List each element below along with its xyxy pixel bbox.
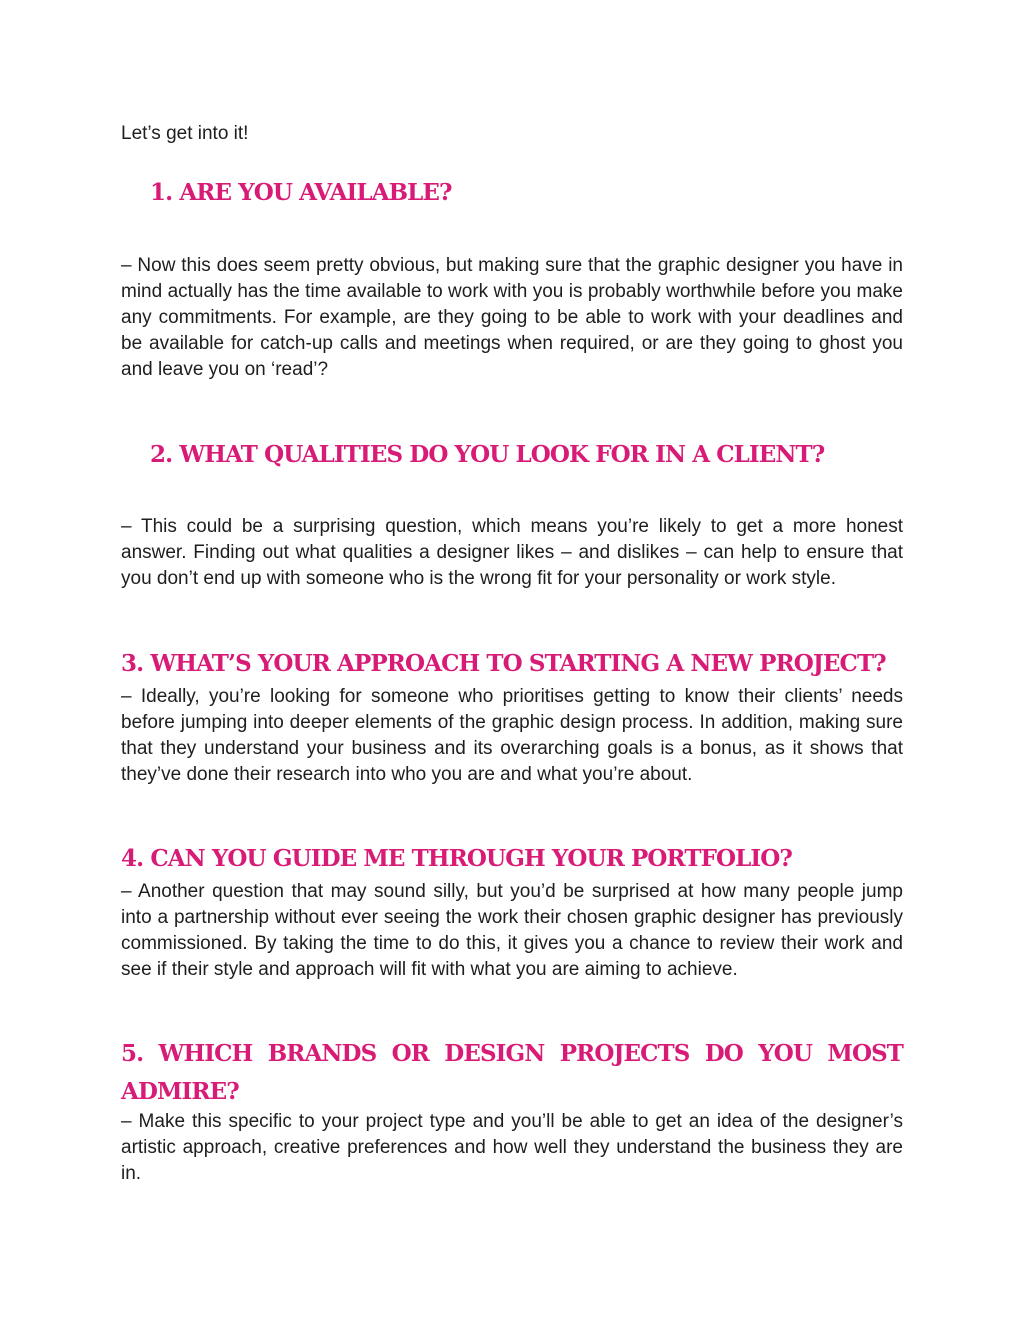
- section-5-heading: 5. WHICH BRANDS OR DESIGN PROJECTS DO YOU MOST ADMIRE?: [121, 1040, 903, 1105]
- section-1-heading: 1. ARE YOU AVAILABLE?: [150, 179, 452, 206]
- section-5-body: – Make this specific to your project type and you’ll be able to get an idea of the designer’s artistic approach, creative preferences and how well they understand the business they are in.: [121, 1111, 903, 1184]
- section-2-body: – This could be a surprising question, which means you’re likely to get a more honest answer. Finding out what qualities a designer likes – and dislikes – can help to ensure that you don’t end up with someone who is the wrong fit for your personality or work style.: [121, 516, 903, 589]
- section-4-heading: 4. CAN YOU GUIDE ME THROUGH YOUR PORTFOLIO?: [121, 845, 792, 872]
- section-4-body: – Another question that may sound silly, but you’d be surprised at how many people jump into a partnership without ever seeing the work their chosen graphic designer has previously commissioned. By taking the time to do this, it gives you a chance to review their work and see if their style and approach will fit with what you are aiming to achieve.: [121, 881, 903, 980]
- intro-text: Let’s get into it!: [121, 123, 249, 144]
- section-3-heading: 3. WHAT’S YOUR APPROACH TO STARTING A NEW PROJECT?: [121, 650, 886, 677]
- section-2-heading: 2. WHAT QUALITIES DO YOU LOOK FOR IN A CLIENT?: [150, 441, 825, 468]
- section-1-body: – Now this does seem pretty obvious, but making sure that the graphic designer you have in mind actually has the time available to work with you is probably worthwhile before you make any commitments. For example, are they going to be able to work with your deadlines and be available for catch-up calls and meetings when required, or are they going to ghost you and leave you on ‘read’?: [121, 255, 903, 380]
- section-3-body: – Ideally, you’re looking for someone who prioritises getting to know their clients’ needs before jumping into deeper elements of the graphic design process. In addition, making sure that they understand your business and its overarching goals is a bonus, as it shows that they’ve done their research into who you are and what you’re about.: [121, 686, 903, 785]
